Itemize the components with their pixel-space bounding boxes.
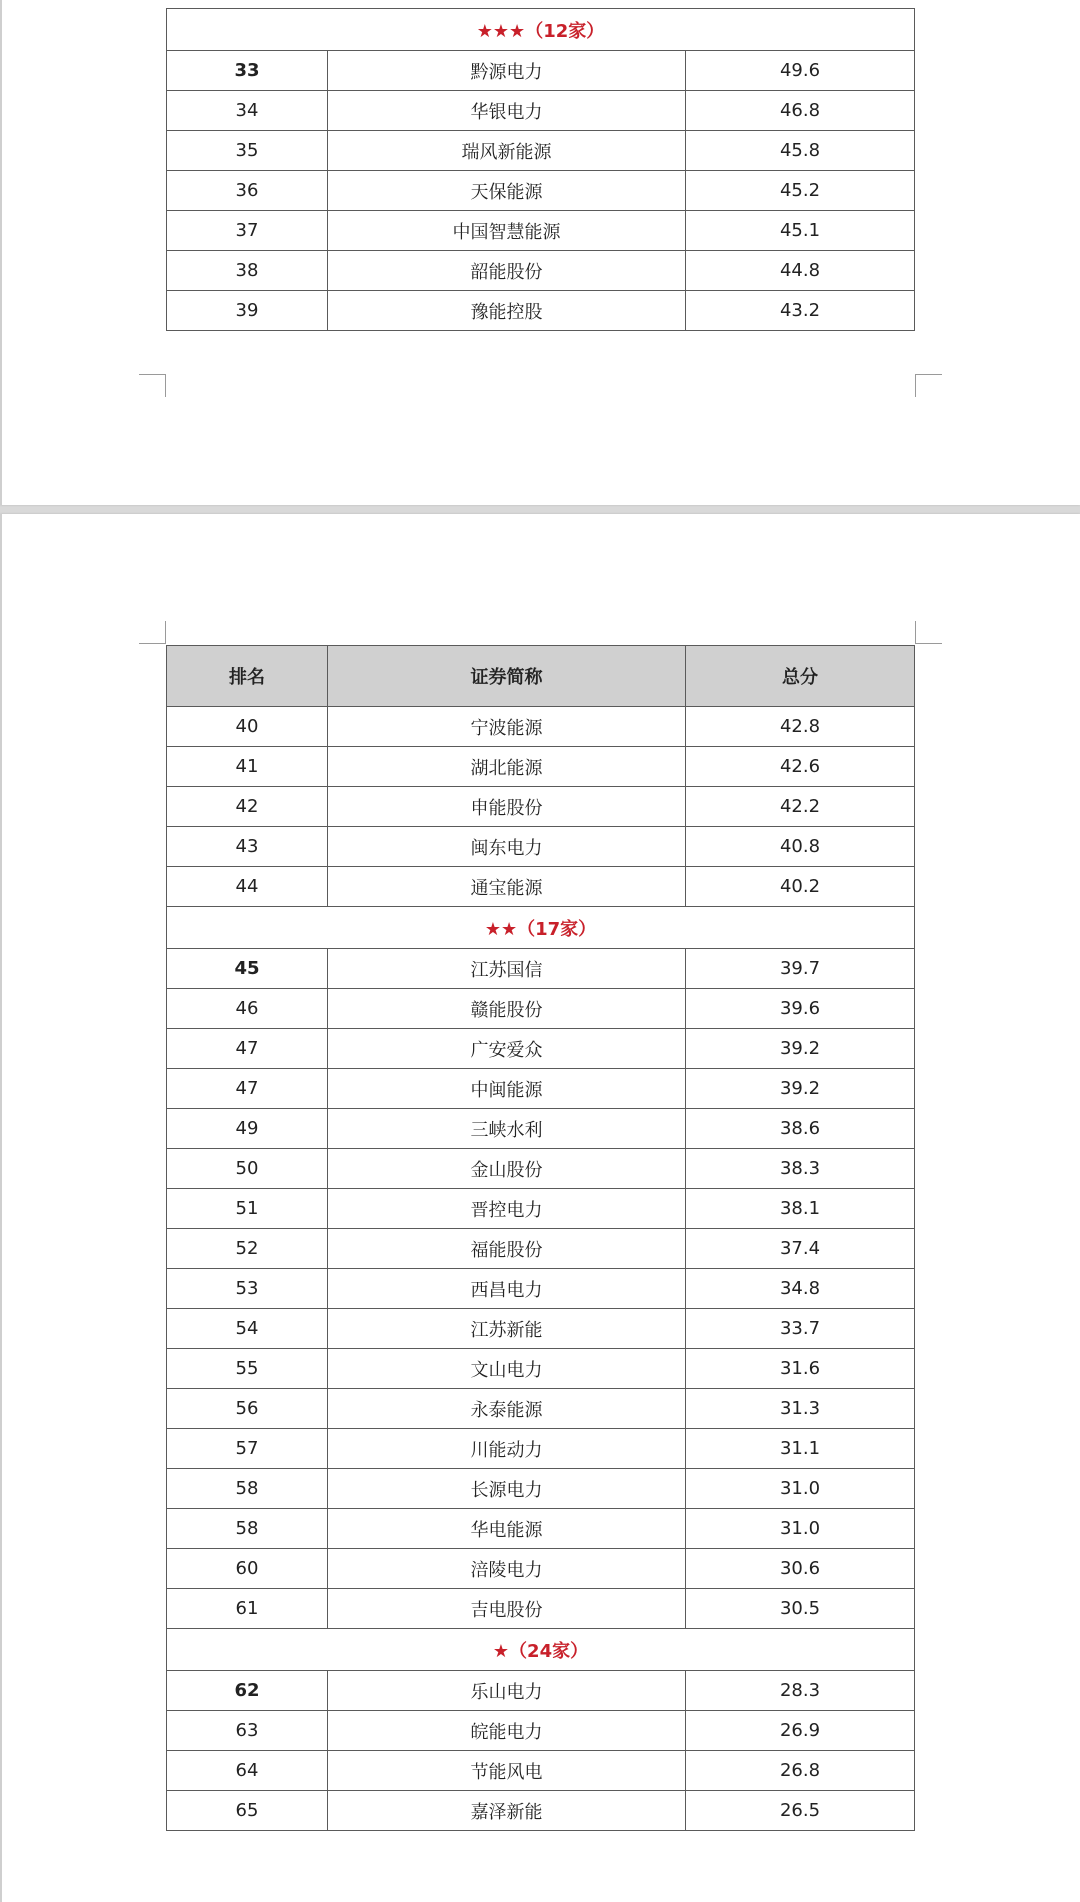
rank-cell: 55 — [167, 1349, 328, 1389]
rank-cell: 38 — [167, 251, 328, 291]
table-row — [167, 867, 915, 907]
total-score-cell: 49.6 — [686, 51, 915, 91]
table-row — [167, 1149, 915, 1189]
security-name-cell: 闽东电力 — [328, 827, 686, 867]
security-name-cell: 川能动力 — [328, 1429, 686, 1469]
security-name-cell: 黔源电力 — [328, 51, 686, 91]
security-name-cell: 华电能源 — [328, 1509, 686, 1549]
security-name-cell: 江苏新能 — [328, 1309, 686, 1349]
header-rank: 排名 — [167, 646, 328, 707]
total-score-cell: 31.0 — [686, 1509, 915, 1549]
table-row — [167, 949, 915, 989]
total-score-cell: 28.3 — [686, 1671, 915, 1711]
security-name-cell: 西昌电力 — [328, 1269, 686, 1309]
total-score-cell: 44.8 — [686, 251, 915, 291]
security-name-cell: 中国智慧能源 — [328, 211, 686, 251]
security-name-cell: 长源电力 — [328, 1469, 686, 1509]
table-row — [167, 1109, 915, 1149]
rank-cell: 42 — [167, 787, 328, 827]
table-row — [167, 1349, 915, 1389]
rank-cell: 60 — [167, 1549, 328, 1589]
security-name-cell: 瑞风新能源 — [328, 131, 686, 171]
security-name-cell: 晋控电力 — [328, 1189, 686, 1229]
security-name-cell: 吉电股份 — [328, 1589, 686, 1629]
rank-cell: 39 — [167, 291, 328, 331]
total-score-cell: 30.6 — [686, 1549, 915, 1589]
rank-cell: 54 — [167, 1309, 328, 1349]
security-name-cell: 广安爱众 — [328, 1029, 686, 1069]
table-row — [167, 1309, 915, 1349]
security-name-cell: 嘉泽新能 — [328, 1791, 686, 1831]
table-row — [167, 1671, 915, 1711]
security-name-cell: 豫能控股 — [328, 291, 686, 331]
rank-cell: 62 — [167, 1671, 328, 1711]
total-score-cell: 31.0 — [686, 1469, 915, 1509]
security-name-cell: 江苏国信 — [328, 949, 686, 989]
table-row — [167, 211, 915, 251]
rank-cell: 44 — [167, 867, 328, 907]
rank-cell: 46 — [167, 989, 328, 1029]
security-name-cell: 皖能电力 — [328, 1711, 686, 1751]
rank-cell: 43 — [167, 827, 328, 867]
total-score-cell: 31.3 — [686, 1389, 915, 1429]
security-name-cell: 申能股份 — [328, 787, 686, 827]
security-name-cell: 涪陵电力 — [328, 1549, 686, 1589]
star-group-row — [167, 907, 915, 949]
table-row — [167, 1549, 915, 1589]
security-name-cell: 韶能股份 — [328, 251, 686, 291]
margin-mark-top-left — [139, 621, 166, 644]
security-name-cell: 文山电力 — [328, 1349, 686, 1389]
total-score-cell: 40.8 — [686, 827, 915, 867]
star-group-row — [167, 9, 915, 51]
rank-cell: 58 — [167, 1469, 328, 1509]
security-name-cell: 节能风电 — [328, 1751, 686, 1791]
table-row — [167, 1269, 915, 1309]
total-score-cell: 42.6 — [686, 747, 915, 787]
total-score-cell: 38.6 — [686, 1109, 915, 1149]
rank-cell: 56 — [167, 1389, 328, 1429]
table-row — [167, 1791, 915, 1831]
table-row — [167, 747, 915, 787]
rank-cell: 36 — [167, 171, 328, 211]
total-score-cell: 45.1 — [686, 211, 915, 251]
rank-cell: 51 — [167, 1189, 328, 1229]
security-name-cell: 三峡水利 — [328, 1109, 686, 1149]
table-row — [167, 1429, 915, 1469]
security-name-cell: 中闽能源 — [328, 1069, 686, 1109]
rank-cell: 34 — [167, 91, 328, 131]
rank-cell: 41 — [167, 747, 328, 787]
document-page-2 — [0, 514, 1080, 1902]
margin-mark-bottom-right — [915, 374, 942, 397]
star-group-label: ★★（17家） — [167, 907, 915, 949]
total-score-cell: 45.2 — [686, 171, 915, 211]
security-name-cell: 天保能源 — [328, 171, 686, 211]
total-score-cell: 43.2 — [686, 291, 915, 331]
table-row — [167, 1389, 915, 1429]
rank-cell: 57 — [167, 1429, 328, 1469]
total-score-cell: 40.2 — [686, 867, 915, 907]
table-row — [167, 251, 915, 291]
table-row — [167, 1469, 915, 1509]
total-score-cell: 39.2 — [686, 1069, 915, 1109]
security-name-cell: 宁波能源 — [328, 707, 686, 747]
table-row — [167, 1711, 915, 1751]
table-row — [167, 1029, 915, 1069]
table-row — [167, 51, 915, 91]
table-row — [167, 989, 915, 1029]
total-score-cell: 26.9 — [686, 1711, 915, 1751]
rank-cell: 45 — [167, 949, 328, 989]
total-score-cell: 38.3 — [686, 1149, 915, 1189]
table-row — [167, 1189, 915, 1229]
table-row — [167, 827, 915, 867]
total-score-cell: 34.8 — [686, 1269, 915, 1309]
rank-cell: 47 — [167, 1069, 328, 1109]
table-row — [167, 787, 915, 827]
table-row — [167, 131, 915, 171]
total-score-cell: 45.8 — [686, 131, 915, 171]
total-score-cell: 39.2 — [686, 1029, 915, 1069]
table-row — [167, 91, 915, 131]
rank-cell: 52 — [167, 1229, 328, 1269]
total-score-cell: 39.6 — [686, 989, 915, 1029]
total-score-cell: 31.1 — [686, 1429, 915, 1469]
security-name-cell: 乐山电力 — [328, 1671, 686, 1711]
security-name-cell: 华银电力 — [328, 91, 686, 131]
rank-cell: 61 — [167, 1589, 328, 1629]
rank-cell: 53 — [167, 1269, 328, 1309]
security-name-cell: 通宝能源 — [328, 867, 686, 907]
total-score-cell: 42.2 — [686, 787, 915, 827]
total-score-cell: 37.4 — [686, 1229, 915, 1269]
header-total-score: 总分 — [686, 646, 915, 707]
total-score-cell: 38.1 — [686, 1189, 915, 1229]
security-name-cell: 福能股份 — [328, 1229, 686, 1269]
table-header-row — [167, 646, 915, 707]
star-group-label: ★★★（12家） — [167, 9, 915, 51]
ranking-table-1 — [166, 8, 915, 331]
star-group-row — [167, 1629, 915, 1671]
page-edge — [0, 0, 2, 505]
rank-cell: 50 — [167, 1149, 328, 1189]
rank-cell: 37 — [167, 211, 328, 251]
table-row — [167, 291, 915, 331]
security-name-cell: 金山股份 — [328, 1149, 686, 1189]
rank-cell: 33 — [167, 51, 328, 91]
margin-mark-bottom-left — [139, 374, 166, 397]
star-group-label: ★（24家） — [167, 1629, 915, 1671]
total-score-cell: 26.5 — [686, 1791, 915, 1831]
total-score-cell: 39.7 — [686, 949, 915, 989]
table-row — [167, 1069, 915, 1109]
table-row — [167, 1509, 915, 1549]
margin-mark-top-right — [915, 621, 942, 644]
ranking-table-2-body — [167, 707, 915, 1831]
page-edge — [0, 514, 2, 1902]
rank-cell: 47 — [167, 1029, 328, 1069]
security-name-cell: 赣能股份 — [328, 989, 686, 1029]
security-name-cell: 湖北能源 — [328, 747, 686, 787]
table-row — [167, 1751, 915, 1791]
rank-cell: 35 — [167, 131, 328, 171]
table-row — [167, 707, 915, 747]
total-score-cell: 33.7 — [686, 1309, 915, 1349]
ranking-table-2 — [166, 645, 915, 1831]
table-row — [167, 171, 915, 211]
total-score-cell: 42.8 — [686, 707, 915, 747]
total-score-cell: 30.5 — [686, 1589, 915, 1629]
rank-cell: 64 — [167, 1751, 328, 1791]
total-score-cell: 31.6 — [686, 1349, 915, 1389]
total-score-cell: 26.8 — [686, 1751, 915, 1791]
security-name-cell: 永泰能源 — [328, 1389, 686, 1429]
rank-cell: 58 — [167, 1509, 328, 1549]
rank-cell: 63 — [167, 1711, 328, 1751]
rank-cell: 40 — [167, 707, 328, 747]
rank-cell: 49 — [167, 1109, 328, 1149]
header-security-name: 证券简称 — [328, 646, 686, 707]
document-page-1 — [0, 0, 1080, 505]
table-row — [167, 1229, 915, 1269]
total-score-cell: 46.8 — [686, 91, 915, 131]
ranking-table-1-body — [167, 9, 915, 331]
rank-cell: 65 — [167, 1791, 328, 1831]
table-row — [167, 1589, 915, 1629]
